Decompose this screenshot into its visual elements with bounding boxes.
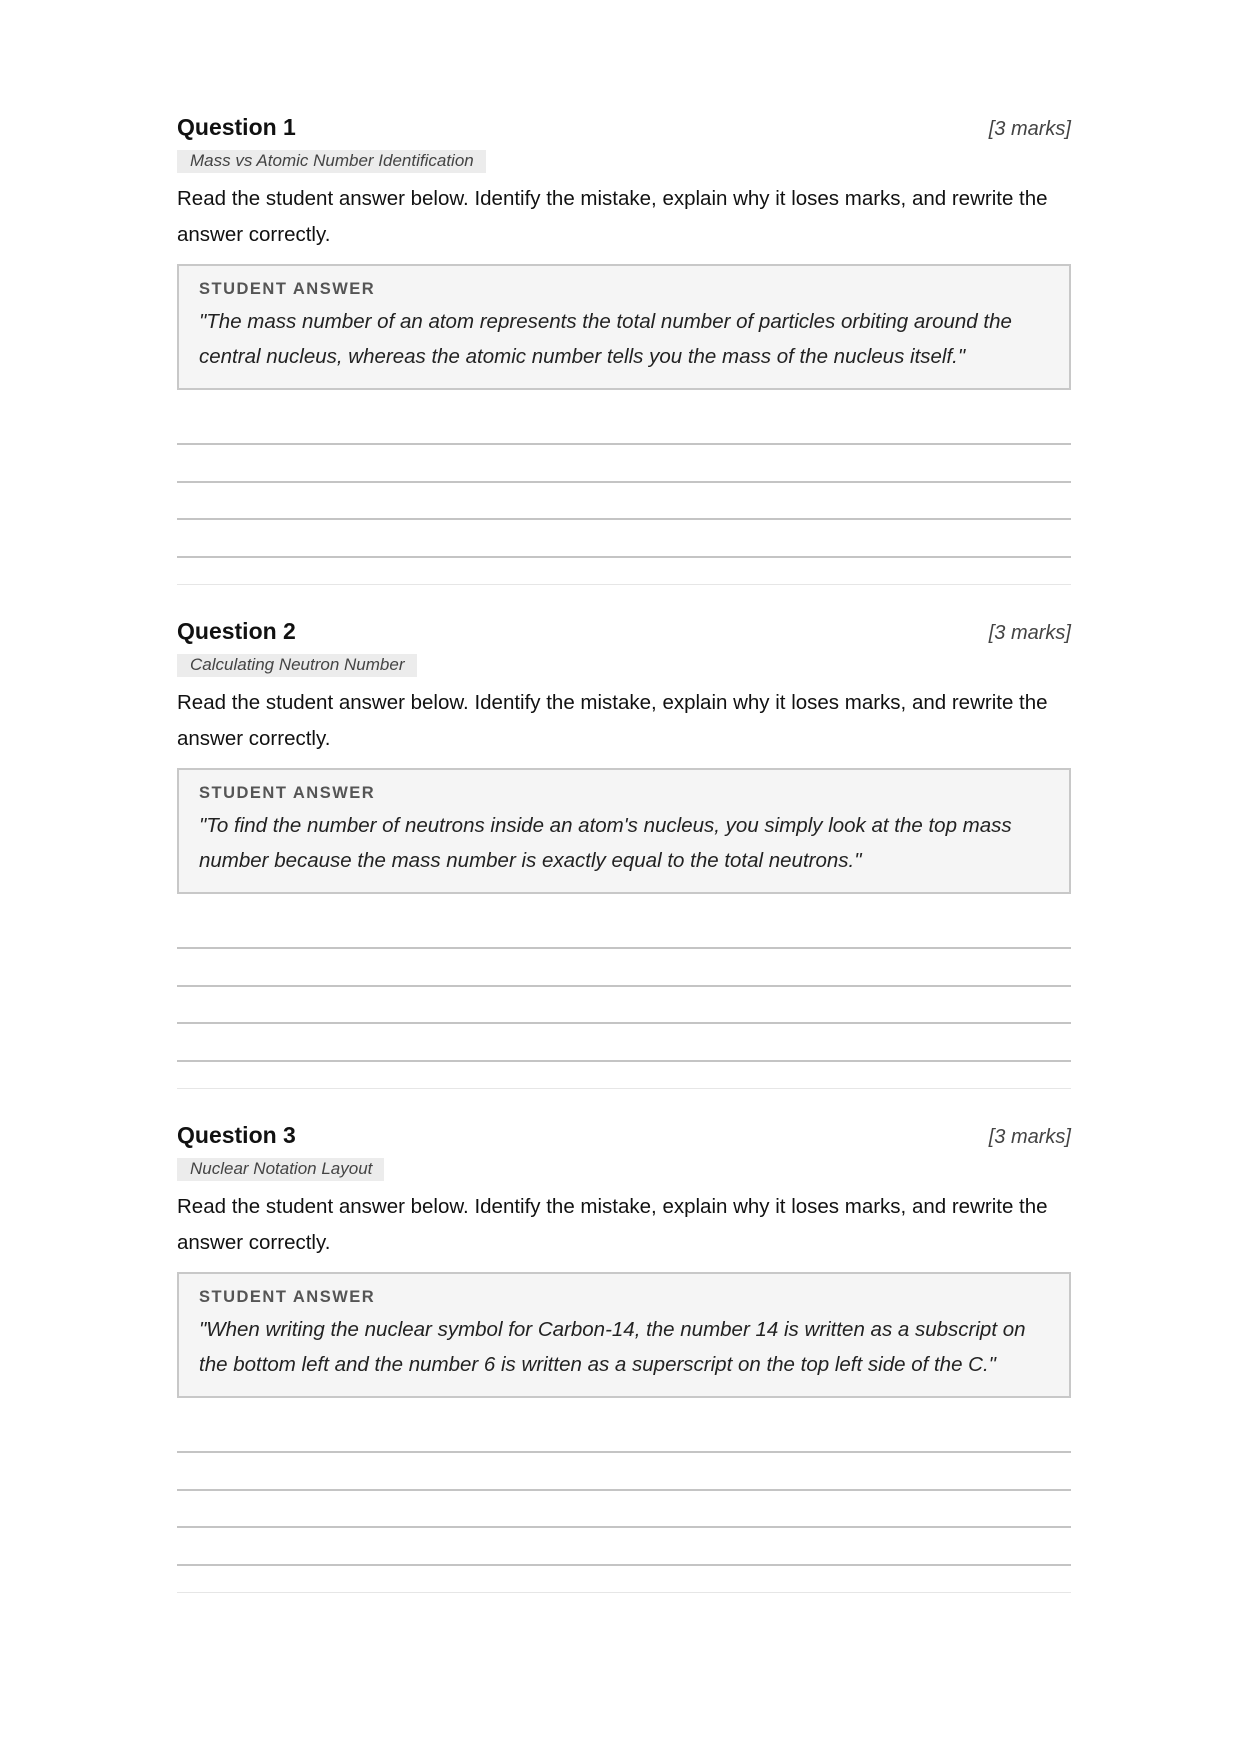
question-title: Question 3 [177,1122,296,1148]
question-prompt: Read the student answer below. Identify the mistake, explain why it loses marks, and rewrite the answer correctly. [177,187,1048,246]
writing-line[interactable] [177,520,1071,558]
question-marks: [3 marks] [988,622,1071,644]
student-answer-text: "The mass number of an atom represents the total number of particles orbiting around the central nucleus, whereas the atomic number tells you the mass of the nucleus itself." [199,310,1012,368]
writing-line[interactable] [177,1417,1071,1453]
answer-writing-lines[interactable] [177,1417,1071,1566]
writing-line[interactable] [177,409,1071,445]
worksheet-page [177,114,1071,1626]
writing-line[interactable] [177,1528,1071,1566]
question-title: Question 2 [177,618,296,644]
writing-line[interactable] [177,949,1071,987]
question-header [177,1122,1071,1156]
question-header [177,114,1071,148]
question-topic-tag: Mass vs Atomic Number Identification [177,150,486,173]
student-answer-label: STUDENT ANSWER [199,784,376,802]
student-answer-text: "To find the number of neutrons inside an atom's nucleus, you simply look at the top mass number because the mass number is exactly equal to the total neutrons." [199,814,1012,872]
question-header [177,618,1071,652]
writing-line[interactable] [177,913,1071,949]
student-answer-box [177,264,1071,390]
writing-line[interactable] [177,987,1071,1025]
question-3 [177,1122,1071,1593]
question-1 [177,114,1071,585]
question-title: Question 1 [177,114,296,140]
student-answer-text: "When writing the nuclear symbol for Carbon-14, the number 14 is written as a subscript on the bottom left and the number 6 is written as a superscript on the top left side of the C." [199,1318,1026,1376]
writing-line[interactable] [177,445,1071,483]
question-topic-tag: Calculating Neutron Number [177,654,417,677]
question-prompt: Read the student answer below. Identify the mistake, explain why it loses marks, and rewrite the answer correctly. [177,691,1048,750]
answer-writing-lines[interactable] [177,913,1071,1062]
question-topic-tag: Nuclear Notation Layout [177,1158,384,1181]
student-answer-box [177,1272,1071,1398]
question-prompt: Read the student answer below. Identify the mistake, explain why it loses marks, and rewrite the answer correctly. [177,1195,1048,1254]
writing-line[interactable] [177,1453,1071,1491]
writing-line[interactable] [177,483,1071,521]
answer-writing-lines[interactable] [177,409,1071,558]
student-answer-box [177,768,1071,894]
question-marks: [3 marks] [988,118,1071,140]
writing-line[interactable] [177,1491,1071,1529]
student-answer-label: STUDENT ANSWER [199,280,376,298]
writing-line[interactable] [177,1024,1071,1062]
question-2 [177,618,1071,1089]
question-marks: [3 marks] [988,1126,1071,1148]
student-answer-label: STUDENT ANSWER [199,1288,376,1306]
